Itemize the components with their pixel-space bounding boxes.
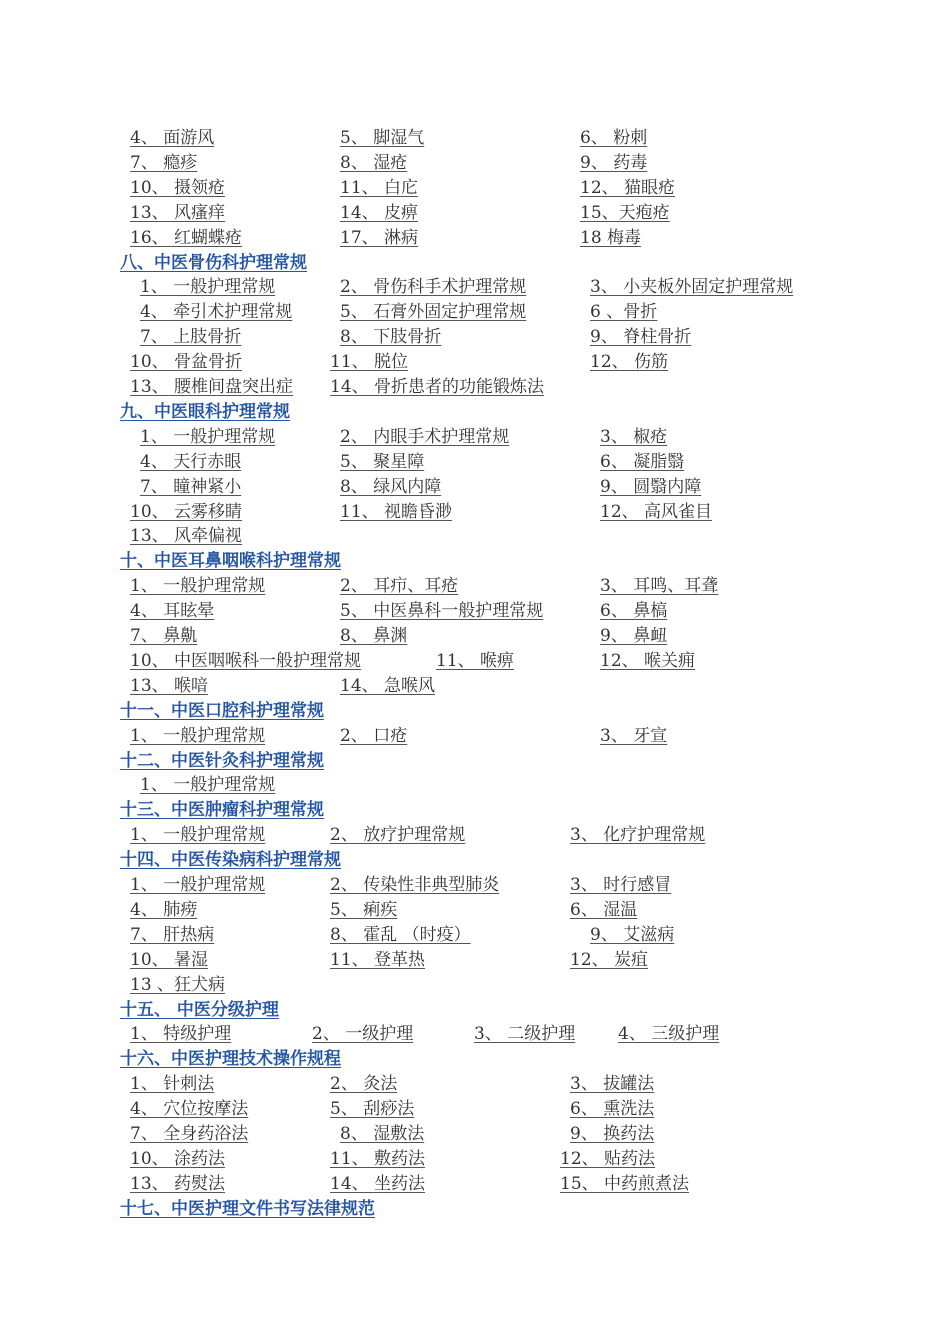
toc-link[interactable]: 13、 药熨法 [130,1174,226,1194]
toc-link[interactable]: 1、 针刺法 [130,1074,215,1094]
toc-row [0,1123,950,1147]
toc-link[interactable]: 11、 视瞻昏渺 [340,502,453,522]
section-heading-text[interactable]: 九、中医眼科护理常规 [120,402,290,422]
toc-link[interactable]: 3、 拔罐法 [570,1074,655,1094]
toc-row [0,675,950,699]
toc-link[interactable]: 1、 一般护理常规 [140,277,276,297]
section-heading[interactable] [100,1198,950,1222]
toc-link[interactable]: 12、 高风雀目 [600,502,713,522]
section-heading-text[interactable]: 八、中医骨伤科护理常规 [120,253,307,273]
section-heading[interactable] [100,401,950,425]
section-heading-text[interactable]: 十四、中医传染病科护理常规 [120,850,341,870]
section-heading-text[interactable]: 十六、中医护理技术操作规程 [120,1049,341,1069]
toc-link[interactable]: 9、 药毒 [580,153,648,173]
toc-link[interactable]: 6、 凝脂翳 [600,452,685,472]
toc-link[interactable]: 9、 脊柱骨折 [590,327,692,347]
toc-link[interactable]: 10、 暑湿 [130,950,209,970]
toc-link[interactable]: 8、 湿敷法 [340,1124,425,1144]
toc-link[interactable]: 4、 穴位按摩法 [130,1099,249,1119]
section-heading[interactable] [100,849,950,873]
section-heading-text[interactable]: 十三、中医肿瘤科护理常规 [120,800,324,820]
toc-link[interactable]: 5、 石膏外固定护理常规 [340,302,527,322]
toc-link[interactable]: 10、 摄领疮 [130,178,226,198]
toc-row [0,177,950,201]
toc-link[interactable]: 4、 面游风 [130,128,215,148]
toc-link[interactable]: 9、 换药法 [570,1124,655,1144]
toc-link[interactable]: 11、 白庀 [340,178,419,198]
toc-link[interactable]: 14、 皮痹 [340,203,419,223]
toc-link[interactable]: 11、 脱位 [330,352,409,372]
toc-link[interactable]: 7、 上肢骨折 [140,327,242,347]
toc-link[interactable]: 7、 瘾疹 [130,153,198,173]
section-heading[interactable] [100,1048,950,1072]
toc-row [0,774,950,798]
toc-link[interactable]: 12、 炭疽 [570,950,649,970]
toc-link[interactable]: 2、 灸法 [330,1074,398,1094]
toc-link[interactable]: 4、 三级护理 [618,1024,720,1044]
toc-row [0,326,950,350]
toc-row [0,227,950,251]
toc-link[interactable]: 7、 全身药浴法 [130,1124,249,1144]
toc-link[interactable]: 11、 登革热 [330,950,426,970]
toc-row [0,575,950,599]
toc-row [0,824,950,848]
toc-link[interactable]: 1、 一般护理常规 [140,427,276,447]
toc-row [0,625,950,649]
toc-link[interactable]: 16、 红蝴蝶疮 [130,228,243,248]
toc-link[interactable]: 2、 耳疖、耳疮 [340,576,459,596]
toc-link[interactable]: 2、 骨伤科手术护理常规 [340,277,527,297]
toc-link[interactable]: 3、 椒疮 [600,427,668,447]
toc-link[interactable]: 1、 一般护理常规 [130,825,266,845]
toc-row [0,949,950,973]
toc-link[interactable]: 5、 痢疾 [330,900,398,920]
toc-link[interactable]: 6、 粉刺 [580,128,648,148]
toc-link[interactable]: 13、 腰椎间盘突出症 [130,377,294,397]
toc-link[interactable]: 5、 脚湿气 [340,128,425,148]
toc-row [0,1023,950,1047]
toc-link[interactable]: 3、 牙宣 [600,726,668,746]
toc-link[interactable]: 12、 贴药法 [560,1149,656,1169]
toc-row [0,451,950,475]
toc-link[interactable]: 12、 喉关痈 [600,651,696,671]
toc-link[interactable]: 2、 放疗护理常规 [330,825,466,845]
toc-link[interactable]: 8、 下肢骨折 [340,327,442,347]
toc-link[interactable]: 4、 天行赤眼 [140,452,242,472]
toc-link[interactable]: 4、 牵引术护理常规 [140,302,293,322]
toc-link[interactable]: 7、 鼻鼽 [130,626,198,646]
toc-link[interactable]: 13、 风牵偏视 [130,526,243,546]
toc-row [0,276,950,300]
section-heading-text[interactable]: 十七、中医护理文件书写法律规范 [120,1199,375,1219]
toc-link[interactable]: 13、 喉喑 [130,676,209,696]
toc-row [0,152,950,176]
toc-link[interactable]: 15、天疱疮 [580,203,670,223]
section-heading[interactable] [100,550,950,574]
toc-link[interactable]: 3、 化疗护理常规 [570,825,706,845]
toc-row [0,1173,950,1197]
toc-row [0,501,950,525]
toc-row [0,525,950,549]
toc-link[interactable]: 3、 二级护理 [474,1024,576,1044]
section-heading[interactable] [100,700,950,724]
toc-link[interactable]: 1、 特级护理 [130,1024,232,1044]
section-heading[interactable] [100,750,950,774]
toc-link[interactable]: 5、 聚星障 [340,452,425,472]
toc-link[interactable]: 18 梅毒 [580,228,642,248]
toc-link[interactable]: 2、 内眼手术护理常规 [340,427,510,447]
toc-link[interactable]: 14、 急喉风 [340,676,436,696]
toc-link[interactable]: 10、 云雾移睛 [130,502,243,522]
toc-row [0,1098,950,1122]
toc-link[interactable]: 9、 艾滋病 [590,925,675,945]
toc-link[interactable]: 1、 一般护理常规 [130,576,266,596]
toc-link[interactable]: 8、 绿风内障 [340,477,442,497]
toc-link[interactable]: 8、 霍乱 （时疫） [330,925,471,945]
toc-link[interactable]: 7、 瞳神紧小 [140,477,242,497]
toc-link[interactable]: 3、 小夹板外固定护理常规 [590,277,794,297]
toc-link[interactable]: 6、 鼻槁 [600,601,668,621]
toc-row [0,1148,950,1172]
toc-link[interactable]: 7、 肝热病 [130,925,215,945]
toc-row [0,600,950,624]
toc-row [0,202,950,226]
toc-row [0,127,950,151]
toc-row [0,426,950,450]
section-heading[interactable] [100,252,950,276]
toc-link[interactable]: 9、 圆翳内障 [600,477,702,497]
toc-link[interactable]: 4、 肺痨 [130,900,198,920]
toc-row [0,351,950,375]
toc-link[interactable]: 14、 坐药法 [330,1174,426,1194]
toc-link[interactable]: 5、 中医鼻科一般护理常规 [340,601,544,621]
toc-row [0,874,950,898]
toc-link[interactable]: 2、 传染性非典型肺炎 [330,875,500,895]
section-heading-text[interactable]: 十、中医耳鼻咽喉科护理常规 [120,551,341,571]
toc-link[interactable]: 1、 一般护理常规 [140,775,276,795]
toc-link[interactable]: 5、 刮痧法 [330,1099,415,1119]
section-heading-text[interactable]: 十一、中医口腔科护理常规 [120,701,324,721]
section-heading[interactable] [100,999,950,1023]
toc-row [0,1073,950,1097]
toc-row [0,650,950,674]
toc-row [0,725,950,749]
section-heading-text[interactable]: 十五、 中医分级护理 [120,1000,279,1020]
toc-link[interactable]: 6、 湿温 [570,900,638,920]
toc-row [0,476,950,500]
toc-link[interactable]: 17、 淋病 [340,228,419,248]
toc-link[interactable]: 2、 口疮 [340,726,408,746]
toc-link[interactable]: 14、 骨折患者的功能锻炼法 [330,377,545,397]
toc-link[interactable]: 6 、骨折 [590,302,658,322]
toc-row [0,974,950,998]
toc-link[interactable]: 3、 耳鸣、耳聋 [600,576,719,596]
toc-row [0,301,950,325]
toc-link[interactable]: 10、 涂药法 [130,1149,226,1169]
toc-link[interactable]: 3、 时行感冒 [570,875,672,895]
toc-link[interactable]: 11、 喉痹 [436,651,515,671]
toc-link[interactable]: 10、 骨盆骨折 [130,352,243,372]
toc-link[interactable]: 6、 熏洗法 [570,1099,655,1119]
toc-link[interactable]: 13 、狂犬病 [130,975,226,995]
section-heading[interactable] [100,799,950,823]
toc-link[interactable]: 10、 中医咽喉科一般护理常规 [130,651,362,671]
toc-link[interactable]: 9、 鼻衄 [600,626,668,646]
toc-link[interactable]: 8、 湿疮 [340,153,408,173]
toc-link[interactable]: 13、 风瘙痒 [130,203,226,223]
toc-link[interactable]: 2、 一级护理 [312,1024,414,1044]
toc-link[interactable]: 12、 伤筋 [590,352,669,372]
toc-row [0,924,950,948]
toc-link[interactable]: 12、 猫眼疮 [580,178,676,198]
section-heading-text[interactable]: 十二、中医针灸科护理常规 [120,751,324,771]
toc-row [0,899,950,923]
toc-link[interactable]: 4、 耳眩晕 [130,601,215,621]
toc-link[interactable]: 11、 敷药法 [330,1149,426,1169]
toc-link[interactable]: 1、 一般护理常规 [130,875,266,895]
toc-link[interactable]: 8、 鼻渊 [340,626,408,646]
toc-row [0,376,950,400]
toc-link[interactable]: 15、 中药煎煮法 [560,1174,690,1194]
toc-link[interactable]: 1、 一般护理常规 [130,726,266,746]
